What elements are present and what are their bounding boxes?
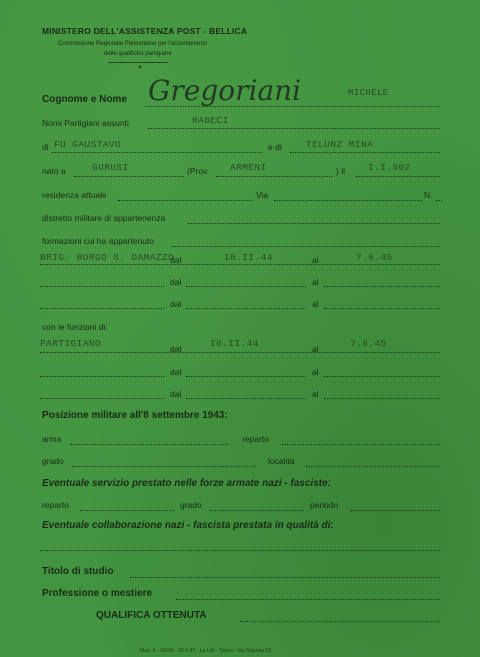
prov-value: ARMENI <box>230 162 267 173</box>
formazione-1-nome: BRIG. BORGO S. DAMAZZO <box>40 252 175 263</box>
formazione-3-dal-label: dal <box>170 299 182 309</box>
arma-label: arma <box>42 434 62 444</box>
servizio-periodo-label: periodo <box>310 500 339 510</box>
cognome-nome-label: Cognome e Nome <box>42 94 128 105</box>
funzione-2-nome-line <box>40 376 164 377</box>
distretto-line <box>188 223 440 224</box>
funzione-3-al-line <box>324 398 440 399</box>
residenza-label: residenza attuale <box>42 190 107 200</box>
servizio-reparto-line <box>80 510 174 511</box>
formazione-2-al-line <box>324 286 440 287</box>
collaborazione-line <box>40 550 440 551</box>
localita-label: località <box>268 456 295 466</box>
nato-line <box>74 176 184 177</box>
servizio-grado-label: grado <box>180 500 202 510</box>
residenza-line <box>118 200 252 201</box>
il-label: ) il <box>336 166 345 176</box>
funzione-2-dal-line <box>186 376 306 377</box>
header-asterisk: * <box>138 64 142 75</box>
ministry-title: MINISTERO DELL'ASSISTENZA POST - BELLICA <box>42 26 248 36</box>
formazione-1-line <box>40 264 440 265</box>
prov-label: (Prov. <box>187 166 210 176</box>
funzione-1-dal: I6.II.44 <box>210 338 259 349</box>
servizio-reparto-label: reparto <box>42 500 69 510</box>
formazione-2-nome-line <box>40 286 164 287</box>
formazione-2-dal-line <box>186 286 306 287</box>
qualifica-line <box>240 621 440 622</box>
servizio-periodo-line <box>350 510 440 511</box>
grado-label: grado <box>42 456 64 466</box>
professione-line <box>176 599 440 600</box>
nato-label: nato a <box>42 166 66 176</box>
nato-value: GURUSI <box>92 162 129 173</box>
formazione-1-al: 7.6.45 <box>356 252 393 263</box>
formazione-1-al-label: al <box>312 255 319 265</box>
e-di-label: e di <box>268 142 282 152</box>
funzione-1-line <box>40 352 440 353</box>
footer-print-info: Mod. 4 - 10000 - 28-1-47 - La Litò - Torino - Via Giacosa 19 <box>140 648 271 654</box>
formazione-1-dal: I6.II.44 <box>224 252 273 263</box>
padre-value: FU GAUSTAVO <box>54 139 122 150</box>
data-nascita-value: I.I.902 <box>368 162 411 173</box>
funzione-1-al: 7.6.45 <box>350 338 387 349</box>
arma-line <box>70 444 228 445</box>
funzione-1-al-label: al <box>312 344 319 354</box>
posizione-title: Posizione militare all'8 settembre 1943: <box>42 410 228 421</box>
localita-line <box>306 466 440 467</box>
funzione-3-nome-line <box>40 398 164 399</box>
reparto-line <box>282 444 440 445</box>
prov-line <box>216 176 332 177</box>
via-line <box>274 200 422 201</box>
nome-value: MICHELE <box>348 88 389 98</box>
formazioni-label-line <box>172 246 440 247</box>
cognome-handwritten: Gregoriani <box>148 74 302 107</box>
formazioni-label: formazioni cui ha appartenuto <box>42 236 154 246</box>
titolo-studio-label: Titolo di studio <box>42 566 114 577</box>
qualifica-label: QUALIFICA OTTENUTA <box>96 610 207 621</box>
servizio-title: Eventuale servizio prestato nelle forze armate nazi - fasciste: <box>42 478 331 489</box>
formazione-2-dal-label: dal <box>170 277 182 287</box>
reparto-label: reparto <box>242 434 269 444</box>
funzione-2-al-line <box>324 376 440 377</box>
funzione-3-al-label: al <box>312 389 319 399</box>
servizio-grado-line <box>210 510 304 511</box>
formazione-3-nome-line <box>40 308 164 309</box>
nomi-partigiani-line <box>148 128 440 129</box>
funzione-3-dal-label: dal <box>170 389 182 399</box>
funzione-2-dal-label: dal <box>170 367 182 377</box>
cognome-line <box>145 106 440 107</box>
data-nascita-line <box>356 176 440 177</box>
commission-line-1: Commissione Regionale Piemontese per l'accertamento <box>58 41 208 47</box>
via-label: Via <box>256 190 269 200</box>
commission-line-2: delle qualifiche partigiane <box>104 51 172 57</box>
madre-line <box>290 152 440 153</box>
di-label: di <box>42 142 49 152</box>
professione-label: Professione o mestiere <box>42 588 153 599</box>
funzione-1-dal-label: dal <box>170 344 182 354</box>
grado-line <box>72 466 256 467</box>
collaborazione-title: Eventuale collaborazione nazi - fascista prestata in qualità di: <box>42 520 334 531</box>
funzione-2-al-label: al <box>312 367 319 377</box>
formazione-3-al-label: al <box>312 299 319 309</box>
header-rule <box>108 62 168 63</box>
numero-line <box>436 200 442 201</box>
nomi-partigiani-value: RABECI <box>192 115 229 126</box>
formazione-1-dal-label: dal <box>170 255 182 265</box>
numero-label: N. <box>424 190 433 200</box>
titolo-studio-line <box>130 577 440 578</box>
distretto-label: distretto militare di appartenenza <box>42 213 166 223</box>
funzioni-label: con le funzioni di: <box>42 322 108 332</box>
funzione-1-nome: PARTIGIANO <box>40 338 102 349</box>
funzione-3-dal-line <box>186 398 306 399</box>
formazione-3-dal-line <box>186 308 306 309</box>
formazione-2-al-label: al <box>312 277 319 287</box>
formazione-3-al-line <box>324 308 440 309</box>
madre-value: TELUNZ MINA <box>306 139 374 150</box>
nomi-partigiani-label: Nomi Partigiani assunti <box>42 118 129 128</box>
padre-line <box>52 152 262 153</box>
